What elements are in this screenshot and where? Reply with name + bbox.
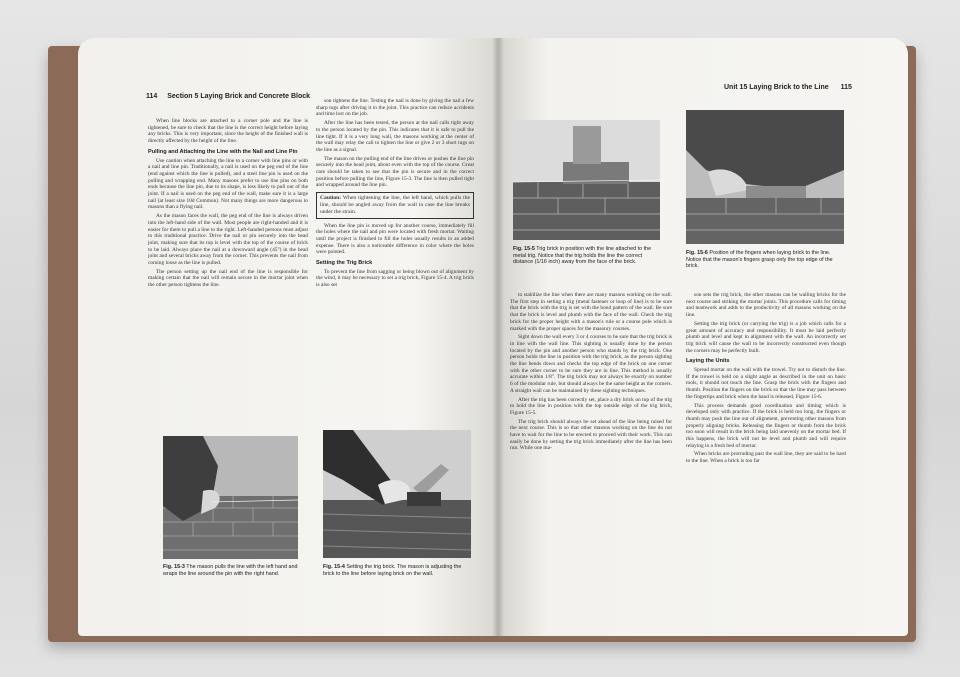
paragraph: Spread mortar on the wall with the trowel. Try not to disturb the line. If the trowel is held on a slight angle as described in the unit on basic tools, it should not touch the line. Grasp the brick with the fingers and thumb. Position the fingers on the brick so that the line may pass between the fingertips and brick when the hand is released, Figure 15-6. <box>686 367 846 400</box>
paragraph: Setting the trig brick (or carrying the trig) is a job which calls for a great amount of accuracy and responsibility. It must be laid perfectly plumb and level and kept in alignment with the wall. An incorrectly set trig brick will cause the wall to be incorrectly constructed even though the corners may be perfectly built. <box>686 320 846 354</box>
paragraph: When the line pin is moved up for another course, immediately fill the holes where the nail and pin were located with fresh mortar. Waiting until the project is finished to fill the holes usually results in an added expense. There is also a noticeable difference in color where the holes were pointed. <box>316 222 474 256</box>
fingers-laying-brick-image <box>686 110 844 244</box>
book-gutter <box>492 38 504 636</box>
running-head-title: Section 5 Laying Brick and Concrete Block <box>167 93 311 100</box>
running-head-title: Unit 15 Laying Brick to the Line <box>724 84 829 91</box>
figure-15-6-photo <box>686 110 844 244</box>
caution-text: When tightening the line, the left hand, which pulls the line, should be angled away from the wall in case the line breaks under the strain. <box>320 195 470 215</box>
figure-15-3-caption <box>163 564 298 577</box>
figure-caption-text: Setting the trig brick. The mason is adjusting the brick to the line before laying brick on the wall. <box>323 564 462 577</box>
paragraph: Use caution when attaching the line to a corner with line pins or with a nail and line pin. Traditionally, a nail is used on the peg end of the line (end against which the line is pulled), and a steel line pin is used on the pulling and wrapping end. Many masons prefer to use line pins on both ends because the line pin, due to its shape, is less likely to pull out of the joint. If a nail is used on the peg end of the wall, make sure it is a large nail (at least size 10d Common). Not many things are more dangerous to masons than a flying nail. <box>148 157 308 211</box>
left-column-2 <box>316 98 474 291</box>
paragraph: to stabilize the line when there are many masons working on the wall. The first step in setting a trig (metal fastener or loop of line) is to be sure that the brick with the trig is set with the bond pattern of the wall. Be sure that the brick is level and plumb with the face of the wall. Check the trig brick for the proper height with a mason's rule or a course pole which is marked with the proper spaces for the masonry courses. <box>510 292 672 332</box>
paragraph: When line blocks are attached to a corner pole and the line is tightened, be sure to check that the line is the correct height before laying any bricks. This is very important, since the height of the finished wall is directly affected by the height of the line. <box>148 118 308 145</box>
figure-15-3-photo <box>163 436 298 559</box>
paragraph: This process demands good coordination and timing which is developed only with practice. If the brick is held too long, the fingers or thumb may push the line out of alignment, preventing other masons from properly aligning bricks. Releasing the fingers or thumb from the brick too soon will result in the brick being laid unevenly on the mortar bed. If this happens, the brick will not be level and plumb and will require relaying in a fresh bed of mortar. <box>686 402 846 449</box>
page-number: 114 <box>146 93 158 100</box>
right-running-head <box>724 84 860 91</box>
paragraph: When bricks are protruding past the wall line, they are said to be hard to the line. When a brick is too far <box>686 451 846 465</box>
figure-15-6-caption <box>686 250 844 270</box>
figure-caption-text: Trig brick in position with the line attached to the metal trig. Notice that the trig holds the line the correct distance (1/16 inch) away from the face of the brick. <box>513 246 652 265</box>
right-column-2 <box>686 292 846 467</box>
paragraph: As the mason faces the wall, the peg end of the line is always driven into the left-hand side of the wall. Most people are right-handed and it is easier for them to pull a line to the right. Left-handed persons must adjust to this traditional practice. Drive the nail or pin securely into the head joint, making sure that its top is level with the top of the course of brick to be laid. Always place the nail at a downward angle (45°) in the head joint and several bricks away from the corner. This prevents the nail from coming loose as the line is pulled. <box>148 213 308 267</box>
figure-caption-text: The mason pulls the line with the left hand and wraps the line around the pin with the right hand. <box>163 564 298 577</box>
figure-15-4-photo <box>323 430 471 558</box>
paragraph: After the trig has been correctly set, place a dry brick on top of the trig to hold the line in position with the top outside edge of the trig brick, Figure 15-5. <box>510 396 672 416</box>
paragraph: After the line has been tested, the person at the nail calls tight away to the person located by the pin. This indicates that it is safe to pull the line tight. If it is a very long wall, the masons working at the center of the wall may relay the call to tighten the line or give 2 or 3 short tugs on the line as a signal. <box>316 120 474 153</box>
page-number: 115 <box>840 84 852 91</box>
caution-box <box>316 192 474 218</box>
figure-label: Fig. 15-4 <box>323 564 345 570</box>
figure-label: Fig. 15-5 <box>513 246 535 252</box>
paragraph: Sight down the wall every 3 or 4 courses to be sure that the trig brick is in line with the wall line. This sighting is usually done by the person located by the pin and another person who stands by the trig brick. One person holds the line in position with the trig brick, as the person sighting the line bends down and checks the top edge of the brick on one corner with the other corner to be sure they are in line. This method is usually accurate within 1/8". The trig brick may not always be exactly on number 6 of the modular rule, but should always be the same height as the corners. A straight wall can be maintained by these sighting techniques. <box>510 334 672 394</box>
paragraph: The trig brick should always be set ahead of the line being raised for the next course. This is so that other masons working on the line do not have to wait for the line to be erected to proceed with their work. This can easily be done by setting the trig brick immediately after the line has been run. While one ma- <box>510 418 672 452</box>
section-heading: Setting the Trig Brick <box>316 260 373 267</box>
section-heading: Laying the Units <box>686 358 730 365</box>
open-book <box>48 38 916 642</box>
figure-caption-text: Position of the fingers when laying brick to the line. Notice that the mason's fingers grasp only the top edge of the brick. <box>686 250 833 269</box>
paragraph: The person setting up the nail end of the line is responsible for making certain that the nail will remain secure in the mortar joint when the other person tightens the line. <box>148 268 308 289</box>
figure-15-4-caption <box>323 564 473 577</box>
mason-pulling-line-image <box>163 436 298 559</box>
figure-label: Fig. 15-6 <box>686 250 708 256</box>
figure-label: Fig. 15-3 <box>163 564 185 570</box>
right-page <box>498 38 908 636</box>
paragraph: son sets the trig brick, the other masons can be walling bricks for the next course and striking the mortar joints. This procedure calls for timing and teamwork and adds to the productivity of all masons working on the line. <box>686 292 846 319</box>
paragraph: To prevent the line from sagging or being blown out of alignment by the wind, it may be necessary to set a trig brick, Figure 15-4. A trig brick is also set <box>316 268 474 289</box>
paragraph: son tightens the line. Testing the nail is done by giving the nail a few sharp tugs after driving it in the joint. This practice can reduce accidents and time lost on the job. <box>316 98 474 118</box>
left-page <box>78 38 498 636</box>
figure-15-5-caption <box>513 246 663 266</box>
caution-label: Caution: <box>320 195 342 202</box>
left-column-1 <box>148 118 308 291</box>
right-column-1 <box>510 292 672 454</box>
left-running-head <box>146 93 310 100</box>
setting-trig-brick-image <box>323 430 471 558</box>
paragraph: The mason on the pulling end of the line drives or pushes the line pin securely into the head joint, about even with the top of the course. Great care should be taken to see that the pin is secure and in the correct position before pulling the line, Figure 15-3. The line is then pulled tight and wrapped around the line pin. <box>316 155 474 189</box>
figure-15-5-photo <box>513 120 660 240</box>
section-heading: Pulling and Attaching the Line with the Nail and Line Pin <box>148 148 298 155</box>
trig-brick-image <box>513 120 660 240</box>
